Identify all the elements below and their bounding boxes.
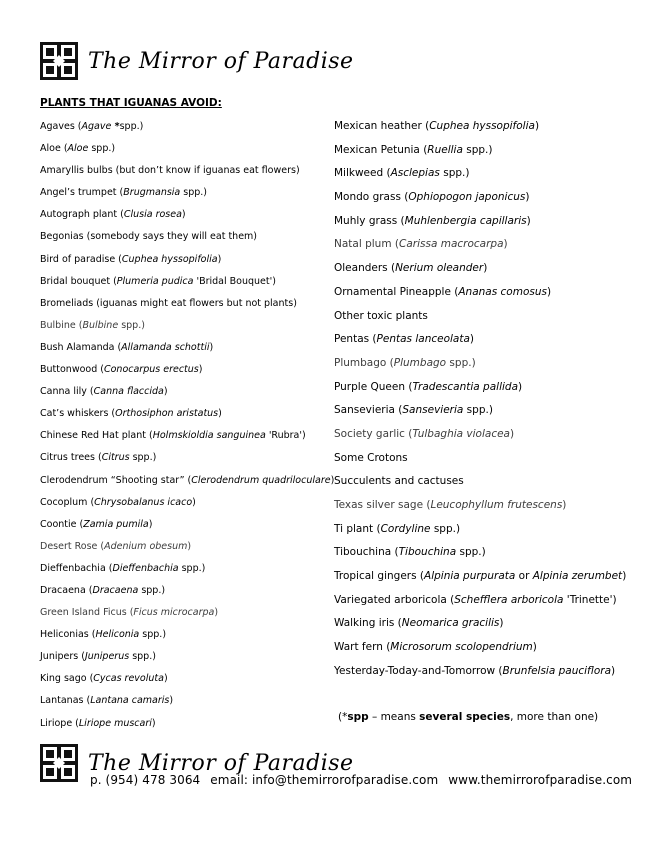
- plant-list-item: [40, 496, 334, 518]
- item-text: ): [503, 238, 508, 251]
- item-text: ): [499, 617, 504, 630]
- item-text: spp.): [463, 404, 493, 417]
- item-text: spp.): [138, 584, 166, 596]
- item-text: ): [151, 717, 156, 729]
- plant-list-right: [334, 118, 626, 687]
- item-text: Purple Queen (: [334, 380, 413, 393]
- item-text: spp.): [129, 651, 156, 663]
- plant-list-item: [40, 385, 334, 407]
- brand-name-footer: The Mirror of Paradise: [88, 750, 354, 776]
- plant-list-item: [40, 297, 334, 319]
- scientific-name: Plumeria pudica: [116, 275, 194, 287]
- item-text: spp.): [456, 546, 486, 559]
- bold-text: spp: [347, 711, 369, 723]
- item-text: spp.): [118, 319, 145, 331]
- item-text: ): [148, 518, 153, 530]
- item-text: Citrus trees (: [40, 452, 102, 464]
- item-text: King sago (: [40, 673, 94, 685]
- item-text: spp.): [119, 121, 144, 132]
- plant-list-item: [40, 717, 334, 739]
- item-text: Oleanders (: [334, 262, 396, 275]
- bold-text: *: [111, 121, 120, 132]
- scientific-name: Liriope muscari: [78, 717, 152, 729]
- plant-list-item: [334, 165, 626, 189]
- item-text: Cat’s whiskers (: [40, 408, 116, 420]
- item-text: Pentas (: [334, 333, 377, 346]
- scientific-name: Muhlenbergia capillaris: [404, 214, 527, 227]
- item-text: ): [209, 341, 214, 353]
- scientific-name: Clusia rosea: [123, 209, 182, 221]
- item-text: ): [181, 209, 186, 221]
- email-address[interactable]: email: info@themirrorofparadise.com: [210, 773, 439, 787]
- item-text: or: [515, 570, 533, 583]
- item-text: 'Rubra'): [265, 430, 306, 442]
- item-text: Tibouchina (: [334, 546, 399, 559]
- scientific-name: Dieffenbachia: [112, 562, 179, 574]
- plant-list-item: [334, 426, 626, 450]
- plant-list-item: [40, 120, 334, 142]
- plant-list-item: [334, 497, 626, 521]
- four-squares-logo-icon: [40, 42, 78, 80]
- contact-line: [90, 773, 632, 787]
- item-text: Lantanas (: [40, 695, 91, 707]
- item-text: ): [532, 641, 537, 654]
- plant-list-item: [334, 308, 626, 332]
- scientific-name: Clerodendrum quadriloculare: [191, 474, 331, 486]
- scientific-name: Cuphea hyssopifolia: [429, 120, 535, 132]
- scientific-name: Lantana camaris: [90, 695, 170, 707]
- item-text: spp.): [446, 356, 476, 369]
- scientific-name: Adenium obesum: [104, 540, 188, 552]
- scientific-name: Orthosiphon aristatus: [115, 408, 219, 420]
- plant-list-item: [334, 142, 626, 166]
- item-text: ): [214, 607, 219, 619]
- scientific-name: Cuphea hyssopifolia: [121, 253, 218, 265]
- scientific-name: Aloe: [67, 143, 89, 155]
- item-text: – means: [368, 711, 420, 723]
- item-text: , more than one): [510, 711, 599, 723]
- item-text: Muhly grass (: [334, 214, 405, 227]
- plant-list-item: [40, 142, 334, 164]
- item-text: ): [510, 427, 515, 440]
- item-text: ): [534, 120, 540, 132]
- item-text: Variegated arboricola (: [334, 593, 455, 606]
- brand-name: The Mirror of Paradise: [88, 48, 354, 74]
- item-text: spp.): [88, 143, 116, 155]
- item-text: Mondo grass (: [334, 191, 409, 204]
- item-text: Milkweed (: [334, 167, 391, 180]
- scientific-name: Allamanda schottii: [121, 341, 210, 353]
- plant-list-item: [40, 208, 334, 230]
- scientific-name: Canna flaccida: [93, 386, 164, 398]
- scientific-name: Zamia pumila: [83, 518, 149, 530]
- item-text: Chinese Red Hat plant (: [40, 430, 153, 442]
- plant-list-item: [40, 407, 334, 429]
- scientific-name: Microsorum scolopendrium: [390, 641, 533, 654]
- item-text: Yesterday-Today-and-Tomorrow (: [334, 664, 503, 677]
- item-text: spp.): [430, 522, 461, 535]
- spp-footnote: [338, 711, 598, 723]
- item-text: ): [526, 214, 531, 227]
- item-text: ): [611, 664, 616, 677]
- four-squares-logo-icon: [40, 744, 78, 782]
- item-text: ): [192, 496, 196, 508]
- plant-list-item: [40, 606, 334, 628]
- item-text: Bulbine (: [40, 319, 83, 331]
- scientific-name: Juniperus: [84, 651, 130, 663]
- plant-list-item: [40, 341, 334, 363]
- scientific-name: Alpinia purpurata: [424, 570, 516, 583]
- item-text: Society garlic (: [334, 427, 413, 440]
- item-text: Buttonwood (: [40, 364, 104, 376]
- scientific-name: Chrysobalanus icaco: [94, 496, 193, 508]
- item-text: 'Trinette'): [563, 593, 617, 606]
- plant-list-item: [334, 284, 626, 308]
- plant-list-item: [40, 164, 334, 186]
- item-text: Tropical gingers (: [334, 570, 425, 583]
- plant-list-item: [334, 615, 626, 639]
- item-text: Natal plum (: [334, 238, 399, 251]
- plant-list-item: [40, 186, 334, 208]
- bold-text: several species: [419, 711, 511, 723]
- item-text: (*: [338, 711, 348, 723]
- plant-list-item: [334, 213, 626, 237]
- item-text: spp.): [139, 629, 167, 641]
- item-text: ): [483, 262, 488, 275]
- plant-list-item: [334, 544, 626, 568]
- scientific-name: Tradescantia pallida: [412, 380, 519, 393]
- plant-list-item: [40, 275, 334, 297]
- plant-list-item: [334, 331, 626, 355]
- item-text: Dieffenbachia (: [40, 562, 113, 574]
- item-text: Autograph plant (: [40, 209, 124, 221]
- item-text: Bird of paradise (: [40, 253, 122, 265]
- plant-list-left: [40, 120, 334, 739]
- scientific-name: Nerium oleander: [395, 262, 484, 275]
- item-text: Texas silver sage (: [334, 499, 431, 511]
- scientific-name: Brunfelsia pauciflora: [502, 664, 612, 677]
- item-text: ): [218, 408, 222, 420]
- item-text: spp.): [462, 143, 493, 156]
- plant-list-item: [334, 379, 626, 403]
- phone-number: p. (954) 478 3064: [90, 773, 201, 787]
- item-text: Heliconias (: [40, 629, 96, 641]
- item-text: spp.): [178, 562, 206, 574]
- item-text: Ornamental Pineapple (: [334, 285, 459, 298]
- item-text: Coontie (: [40, 518, 84, 530]
- item-text: Amaryllis bulbs (but don’t know if iguanas eat flowers): [40, 165, 300, 177]
- scientific-name: Tibouchina: [398, 546, 457, 559]
- plant-list-item: [334, 473, 626, 497]
- scientific-name: Holmskioldia sanguinea: [152, 430, 266, 442]
- scientific-name: Plumbago: [393, 356, 447, 369]
- scientific-name: Alpinia zerumbet: [532, 570, 623, 583]
- scientific-name: Cycas revoluta: [93, 673, 164, 685]
- plant-list-item: [40, 562, 334, 584]
- item-text: Agaves (: [40, 121, 82, 132]
- item-text: Sansevieria (: [334, 404, 403, 417]
- plant-list-item: [334, 236, 626, 260]
- scientific-name: Leucophyllum frutescens: [430, 499, 563, 511]
- item-text: Bush Alamanda (: [40, 341, 122, 353]
- item-text: 'Bridal Bouquet'): [193, 275, 276, 287]
- scientific-name: Citrus: [101, 452, 130, 464]
- scientific-name: Ananas comosus: [458, 285, 547, 298]
- plant-list-item: [334, 639, 626, 663]
- item-text: Ti plant (: [334, 522, 381, 535]
- website-link[interactable]: www.themirrorofparadise.com: [448, 773, 633, 787]
- item-text: Bromeliads (iguanas might eat flowers but not plants): [40, 297, 297, 309]
- plant-list-item: [334, 189, 626, 213]
- page-heading: PLANTS THAT IGUANAS AVOID:: [40, 97, 222, 109]
- scientific-name: Sansevieria: [402, 404, 464, 417]
- scientific-name: Bulbine: [82, 319, 119, 331]
- plant-list-item: [40, 628, 334, 650]
- item-text: Liriope (: [40, 717, 79, 729]
- item-text: Angel’s trumpet (: [40, 187, 124, 199]
- plant-list-item: [40, 429, 334, 451]
- header-logo: [40, 42, 354, 80]
- item-text: spp.): [129, 452, 157, 464]
- item-text: Bridal bouquet (: [40, 275, 117, 287]
- item-text: Clerodendrum “Shooting star” (: [40, 474, 192, 486]
- item-text: Plumbago (: [334, 356, 394, 369]
- plant-list-item: [40, 540, 334, 562]
- item-text: ): [163, 673, 168, 685]
- scientific-name: Ophiopogon japonicus: [408, 191, 526, 204]
- scientific-name: Asclepias: [390, 167, 440, 180]
- scientific-name: Schefflera arboricola: [454, 593, 564, 606]
- item-text: Walking iris (: [334, 617, 402, 630]
- item-text: Cocoplum (: [40, 496, 95, 508]
- scientific-name: Pentas lanceolata: [376, 333, 470, 346]
- item-text: Aloe (: [40, 143, 68, 155]
- item-text: ): [518, 380, 523, 393]
- plant-list-item: [334, 592, 626, 616]
- item-text: ): [163, 386, 168, 398]
- plant-list-item: [40, 584, 334, 606]
- plant-list-item: [40, 672, 334, 694]
- item-text: ): [187, 540, 192, 552]
- scientific-name: Tulbaghia violacea: [412, 427, 510, 440]
- plant-list-item: [334, 663, 626, 687]
- item-text: Canna lily (: [40, 386, 94, 398]
- plant-list-item: [334, 118, 626, 142]
- scientific-name: Cordyline: [380, 522, 431, 535]
- plant-list-item: [40, 230, 334, 252]
- item-text: ): [562, 499, 567, 511]
- item-text: Other toxic plants: [334, 309, 428, 322]
- item-text: Dracaena (: [40, 584, 93, 596]
- item-text: Some Crotons: [334, 451, 408, 464]
- plant-list-item: [40, 474, 334, 496]
- scientific-name: Agave: [81, 121, 112, 132]
- item-text: ): [546, 285, 552, 298]
- scientific-name: Brugmansia: [123, 187, 181, 199]
- plant-list-item: [334, 260, 626, 284]
- scientific-name: Carissa macrocarpa: [399, 238, 504, 251]
- plant-list-item: [334, 521, 626, 545]
- scientific-name: Neomarica gracilis: [401, 617, 500, 630]
- item-text: Junipers (: [40, 651, 85, 663]
- plant-list-item: [40, 363, 334, 385]
- item-text: Desert Rose (: [40, 540, 105, 552]
- item-text: Mexican heather (: [334, 120, 430, 132]
- scientific-name: Ruellia: [427, 143, 463, 156]
- plant-list-item: [40, 253, 334, 275]
- item-text: spp.): [180, 187, 208, 199]
- plant-list-item: [40, 319, 334, 341]
- item-text: ): [198, 364, 203, 376]
- item-text: Wart fern (: [334, 641, 391, 654]
- item-text: ): [622, 570, 627, 583]
- item-text: ): [469, 333, 475, 346]
- item-text: spp.): [439, 167, 470, 180]
- item-text: ): [330, 474, 335, 486]
- plant-list-item: [40, 518, 334, 540]
- plant-list-item: [334, 355, 626, 379]
- item-text: Succulents and cactuses: [334, 475, 464, 488]
- scientific-name: Ficus microcarpa: [133, 607, 215, 619]
- item-text: ): [169, 695, 174, 707]
- scientific-name: Conocarpus erectus: [103, 364, 199, 376]
- scientific-name: Dracaena: [92, 584, 139, 596]
- plant-list-item: [40, 451, 334, 473]
- plant-list-item: [40, 650, 334, 672]
- plant-list-item: [334, 450, 626, 474]
- scientific-name: Heliconia: [95, 629, 140, 641]
- plant-list-item: [334, 402, 626, 426]
- item-text: ): [525, 191, 530, 204]
- item-text: Green Island Ficus (: [40, 607, 134, 619]
- plant-list-item: [334, 568, 626, 592]
- item-text: Begonias (somebody says they will eat them): [40, 231, 258, 243]
- item-text: Mexican Petunia (: [334, 143, 428, 156]
- item-text: ): [217, 253, 222, 265]
- plant-list-item: [40, 694, 334, 716]
